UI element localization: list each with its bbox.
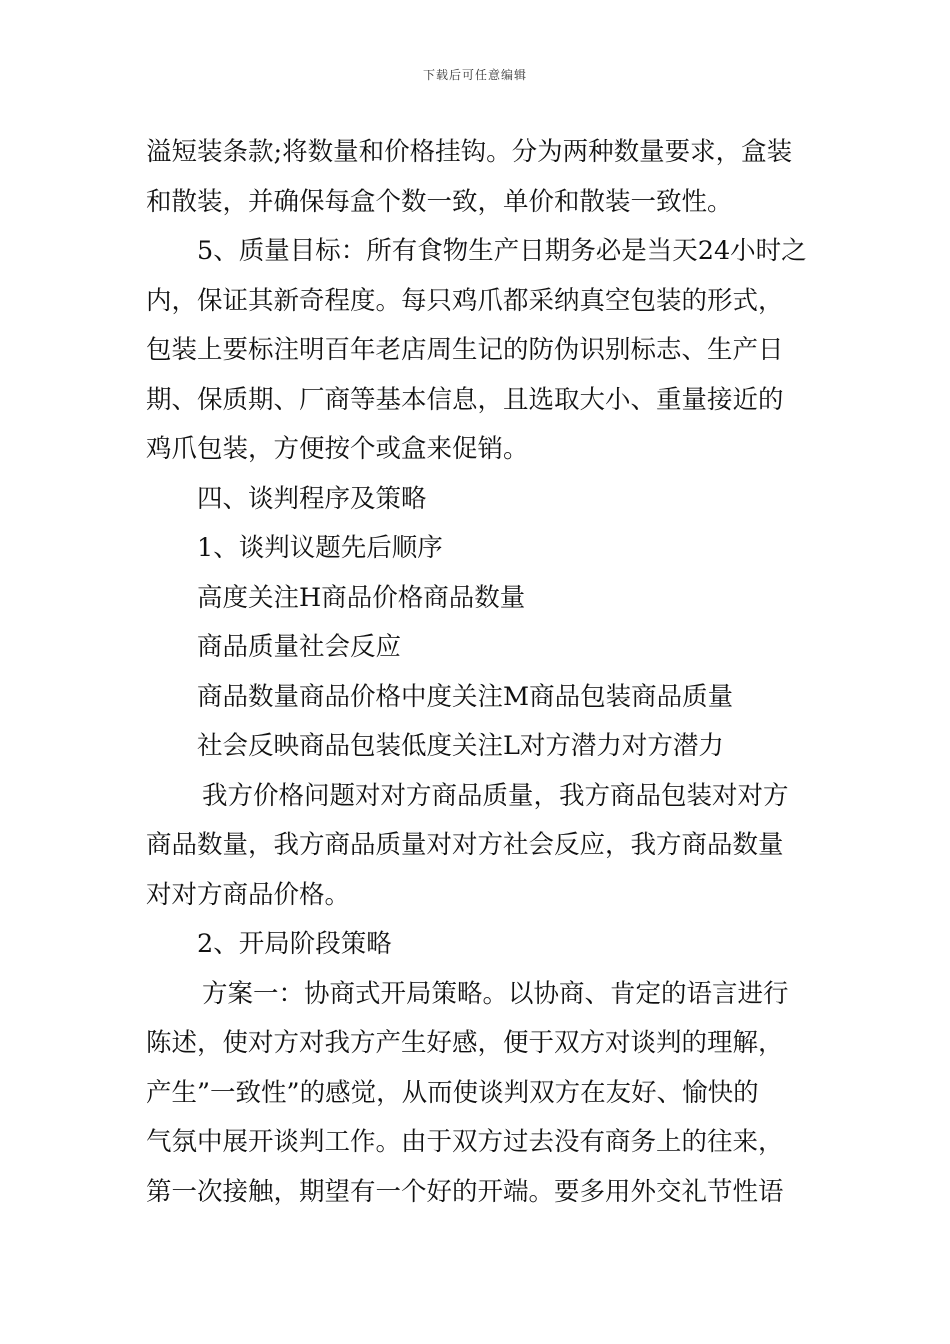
section-heading: 四、谈判程序及策略: [197, 483, 427, 514]
text-line: 商品数量，我方商品质量对对方社会反应，我方商品数量: [146, 830, 784, 860]
text-line: 期、保质期、厂商等基本信息，且选取大小、重量接近的: [146, 384, 784, 415]
text-line: 陈述，使对方对我方产生好感，便于双方对谈判的理解，: [146, 1028, 784, 1058]
text-line: 内，保证其新奇程度。每只鸡爪都采纳真空包装的形式，: [146, 285, 784, 316]
text-line: 商品质量社会反应: [197, 632, 402, 662]
text-line: 方案一：协商式开局策略。以协商、肯定的语言进行: [202, 978, 789, 1009]
text-line: 第一次接触，期望有一个好的开端。要多用外交礼节性语: [146, 1176, 784, 1207]
text-line: 对对方商品价格。: [146, 879, 351, 910]
text-line: 包装上要标注明百年老店周生记的防伪识别标志、生产日: [146, 335, 784, 365]
document-body: [146, 128, 811, 1217]
subsection-heading: 2、开局阶段策略: [197, 929, 392, 959]
text-line: 鸡爪包装，方便按个或盒来促销。: [146, 434, 529, 464]
text-line: 气氛中展开谈判工作。由于双方过去没有商务上的往来，: [146, 1127, 784, 1157]
text-line: 我方价格问题对对方商品质量，我方商品包装对对方: [202, 780, 789, 811]
text-line: 商品数量商品价格中度关注M商品包装商品质量: [197, 681, 734, 712]
text-line: 高度关注H商品价格商品数量: [197, 582, 526, 613]
text-line: 溢短装条款;将数量和价格挂钩。分为两种数量要求，盒装: [146, 137, 793, 167]
paragraph-quality-goal: 5、质量目标：所有食物生产日期务必是当天24小时之: [197, 236, 807, 266]
text-line: 社会反映商品包装低度关注L对方潜力对方潜力: [197, 731, 724, 761]
text-line: 和散装，并确保每盒个数一致，单价和散装一致性。: [146, 186, 733, 217]
page-header-note: 下载后可任意编辑: [422, 68, 527, 82]
subsection-heading: 1、谈判议题先后顺序: [197, 533, 443, 563]
text-line: 产生”一致性”的感觉，从而使谈判双方在友好、愉快的: [146, 1077, 759, 1108]
